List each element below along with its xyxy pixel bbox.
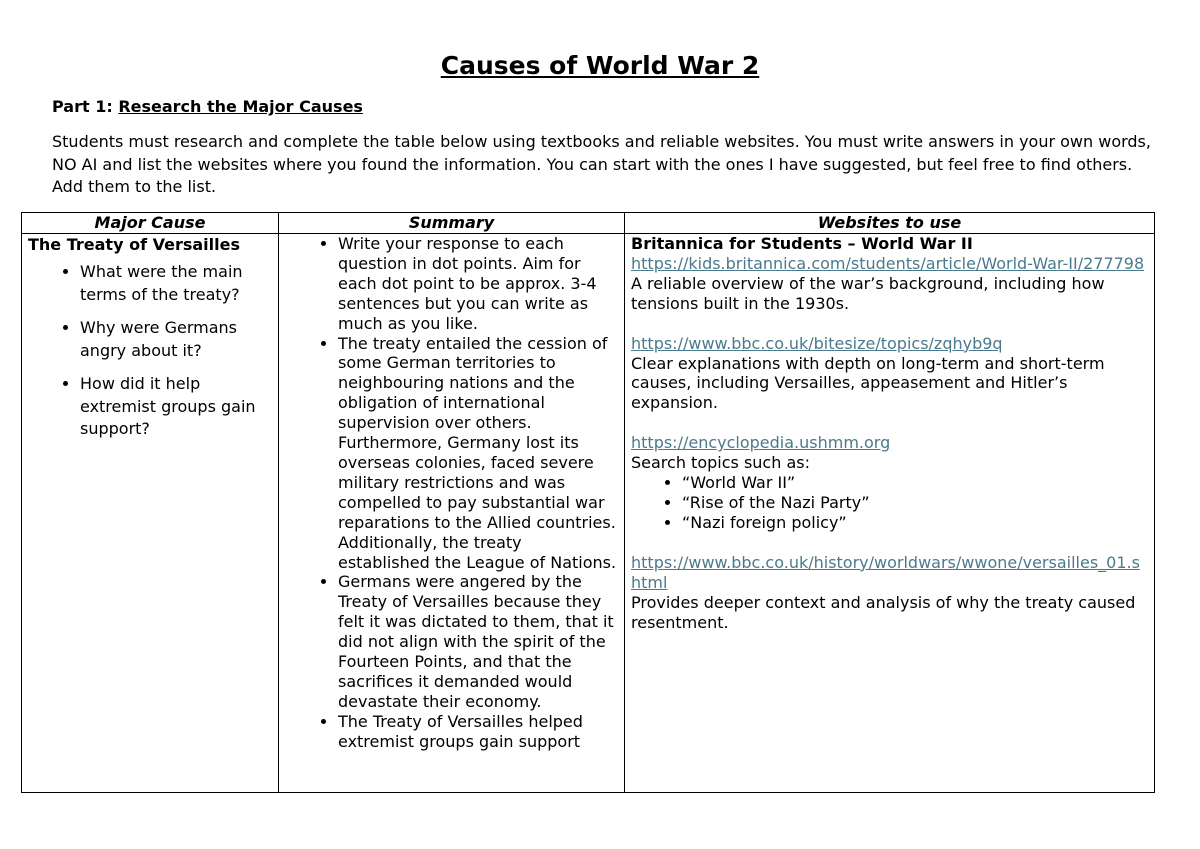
website-description: Clear explanations with depth on long-term and short-term causes, including Versailles, appeasement and Hitler’s expansion. bbox=[631, 353, 1105, 413]
cause-cell bbox=[22, 234, 279, 793]
table-header-row bbox=[22, 213, 1155, 234]
summary-list bbox=[285, 234, 618, 752]
website-link[interactable]: https://www.bbc.co.uk/history/worldwars/wwone/versailles_01.shtml bbox=[631, 552, 1140, 592]
website-description: A reliable overview of the war’s background, including how tensions built in the 1930s. bbox=[631, 273, 1105, 313]
part-title: Research the Major Causes bbox=[118, 97, 363, 116]
topic-item: • “Rise of the Nazi Party” bbox=[682, 493, 1148, 513]
question-item: • What were the main terms of the treaty? bbox=[80, 261, 272, 306]
website-link[interactable]: https://encyclopedia.ushmm.org bbox=[631, 433, 891, 453]
page-title: Causes of World War 2 bbox=[440, 51, 760, 80]
question-list bbox=[28, 261, 272, 441]
summary-item: • The Treaty of Versailles helped extremist groups gain support bbox=[338, 712, 618, 752]
summary-item: • The treaty entailed the cession of some German territories to neighbouring nations and the obligation of international supervision over others. Furthermore, Germany lost its overseas colonies, faced severe military restrictions and was compelled to pay substantial war reparations to the Allied countries. Additionally, the treaty established the League of Nations. bbox=[338, 334, 618, 573]
part-heading bbox=[52, 96, 363, 118]
table-row bbox=[22, 234, 1155, 793]
websites-cell bbox=[625, 234, 1155, 793]
summary-cell[interactable] bbox=[279, 234, 625, 793]
website-entry bbox=[631, 234, 1148, 314]
intro-paragraph: Students must research and complete the table below using textbooks and reliable websites. You must write answers in your own words, NO AI and list the websites where you found the information. You can start with the ones I have suggested, but feel free to find others. Add them to the list. bbox=[52, 132, 1151, 196]
header-major-cause: Major Cause bbox=[22, 213, 279, 234]
website-entry bbox=[631, 433, 1148, 533]
summary-item: • Write your response to each question in dot points. Aim for each dot point to be approx. 3-4 sentences but you can write as much as you like. bbox=[338, 234, 618, 334]
topic-item: • “World War II” bbox=[682, 473, 1148, 493]
part-label: Part 1: bbox=[52, 97, 113, 116]
website-link[interactable]: https://www.bbc.co.uk/bitesize/topics/zqhyb9q bbox=[631, 333, 1003, 353]
website-description: Search topics such as: bbox=[631, 453, 810, 473]
cause-title: The Treaty of Versailles bbox=[28, 235, 240, 254]
summary-item: • Germans were angered by the Treaty of Versailles because they felt it was dictated to them, that it did not align with the spirit of the Fourteen Points, and that the sacrifices it demanded would devastate their economy. bbox=[338, 572, 618, 711]
causes-table bbox=[21, 212, 1155, 793]
question-item: • Why were Germans angry about it? bbox=[80, 317, 272, 362]
website-entry bbox=[631, 334, 1148, 414]
topic-list bbox=[631, 473, 1148, 533]
website-description: Provides deeper context and analysis of why the treaty caused resentment. bbox=[631, 592, 1136, 632]
website-title: Britannica for Students – World War II bbox=[631, 234, 973, 253]
header-websites: Websites to use bbox=[625, 213, 1155, 234]
header-summary: Summary bbox=[279, 213, 625, 234]
topic-item: • “Nazi foreign policy” bbox=[682, 513, 1148, 533]
website-link[interactable]: https://kids.britannica.com/students/article/World-War-II/277798 bbox=[631, 253, 1145, 273]
question-item: • How did it help extremist groups gain support? bbox=[80, 373, 272, 441]
website-entry bbox=[631, 553, 1148, 633]
